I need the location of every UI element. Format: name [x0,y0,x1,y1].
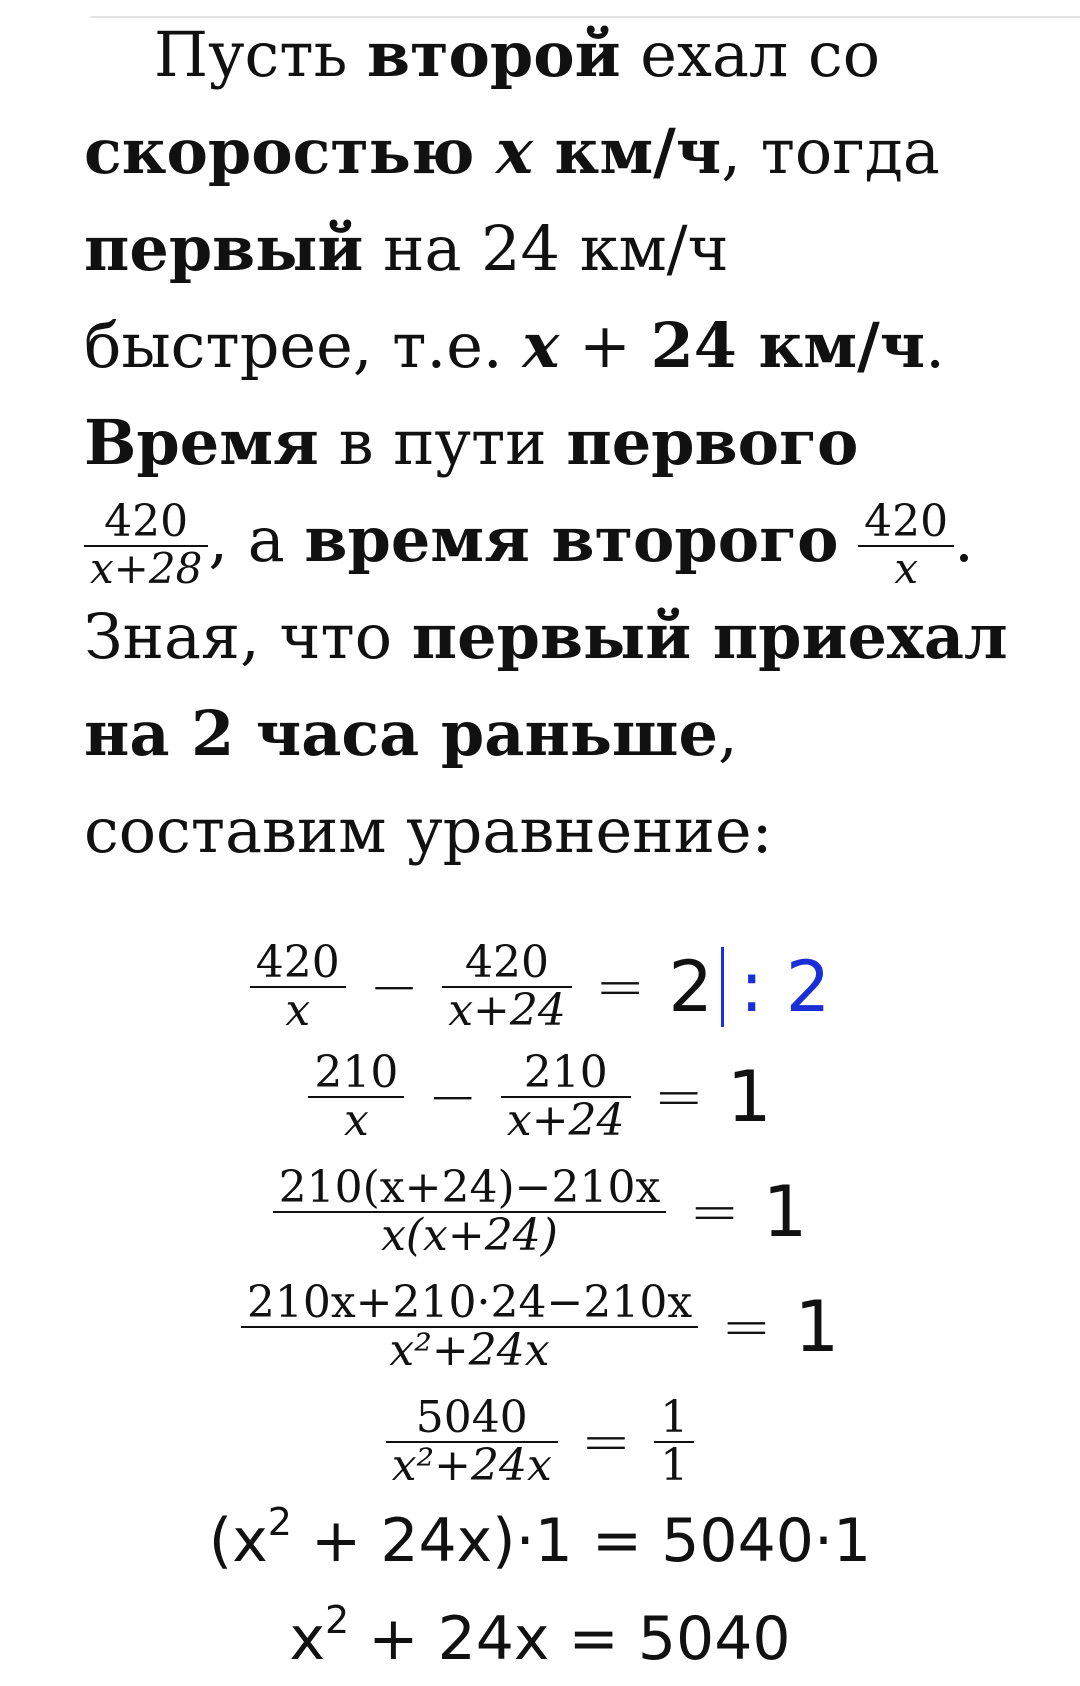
fraction-numerator: 420 [442,940,572,988]
rhs-value: 1 [794,1286,840,1369]
equation-2 [0,1047,1080,1147]
bold-fragment: первый приехал [411,600,1008,673]
equals-sign: = [653,1062,704,1133]
text-fragment: ехал со [620,18,881,91]
text-fragment: составим уравнение: [84,794,773,867]
text-fragment: , а [208,503,305,576]
rhs-value: 1 [727,1056,772,1139]
exponent: 2 [324,1598,350,1642]
divider-bar [721,947,724,1027]
fraction-denominator: x+28 [90,543,203,593]
text-line-7 [84,588,1044,685]
text-line-8 [84,685,1044,782]
fraction-denominator: x+24 [506,1095,625,1147]
text-fragment: на 24 км/ч [363,212,729,285]
text-fragment: . [954,503,974,576]
fraction-numerator: 5040 [386,1395,558,1443]
minus-sign: − [368,952,420,1023]
text-fragment: + [559,309,651,382]
fraction-numerator: 210 [308,1050,404,1098]
equals-sign: = [594,952,646,1023]
text-fragment: , [718,697,738,770]
fraction-denominator: x [344,1095,369,1147]
text-fragment: в пути [318,406,567,479]
fraction-numerator: 210x+210·24−210x [241,1280,698,1328]
bold-fragment: скоростью [84,115,496,188]
equals-sign: = [721,1292,772,1363]
expression-part: (x [208,1506,268,1576]
equation-1 [0,937,1080,1037]
fraction-numerator: 210(x+24)−210x [273,1165,667,1213]
bold-fragment: Время [84,406,319,479]
equation-4 [0,1277,1080,1377]
variable-x: x [522,309,560,382]
text-fragment: быстрее, т.е. [84,309,523,382]
fraction-time-first [84,495,208,593]
text-fragment: Пусть [154,18,368,91]
fraction-time-second [858,495,954,593]
expression-part: + 24x)·1 = 5040·1 [291,1506,872,1576]
fraction-denominator: x²+24x [389,1325,550,1377]
text-fragment: . [925,309,945,382]
fraction-denominator: 1 [660,1440,689,1492]
rhs-value: 1 [762,1171,808,1254]
equals-sign: = [580,1407,632,1478]
fraction [501,1047,631,1147]
fraction-denominator: x [285,985,311,1037]
fraction-denominator: x+24 [448,985,566,1037]
fraction-denominator: x [894,543,918,593]
expression-part: x [289,1604,325,1674]
fraction-denominator: x(x+24) [381,1210,558,1262]
fraction-numerator: 420 [250,940,346,988]
fraction-numerator: 420 [84,499,208,547]
fraction [654,1392,694,1492]
equation-5 [0,1392,1080,1492]
text-line-6 [84,491,1044,593]
bold-fragment: 24 км/ч [650,309,926,382]
fraction [250,937,346,1037]
exponent: 2 [267,1500,292,1544]
fraction-numerator: 210 [501,1050,631,1098]
bold-fragment: второй [367,18,621,91]
divide-annotation: : 2 [739,946,831,1029]
text-line-1 [84,6,1044,103]
fraction [273,1162,667,1262]
variable-x: x [496,115,533,188]
rhs-value: 2 [668,946,713,1029]
text-line-5 [84,394,1044,491]
text-line-2 [84,103,1044,200]
text-fragment: Зная, что [84,600,412,673]
text-fragment: , тогда [721,115,940,188]
fraction-denominator: x²+24x [391,1440,552,1492]
text-line-3 [84,200,1044,297]
fraction [241,1277,698,1377]
minus-sign: − [427,1062,478,1133]
fraction-numerator: 1 [654,1395,694,1443]
fraction [386,1392,558,1492]
equation-3 [0,1162,1080,1262]
text-line-9 [84,782,1044,879]
fraction-numerator: 420 [858,499,954,547]
solution-text [84,6,1044,879]
equals-sign: = [689,1177,740,1248]
bold-fragment: первого [566,406,859,479]
text-line-4 [84,297,1044,394]
bold-fragment: км/ч [532,115,722,188]
fraction [308,1047,404,1147]
bold-fragment: время второго [304,503,839,576]
bold-fragment: на 2 часа раньше [84,697,718,770]
equation-7 [0,1598,1080,1674]
bold-fragment: первый [84,212,364,285]
fraction [442,937,572,1037]
expression-part: + 24x = 5040 [349,1604,791,1674]
equation-6 [0,1500,1080,1576]
